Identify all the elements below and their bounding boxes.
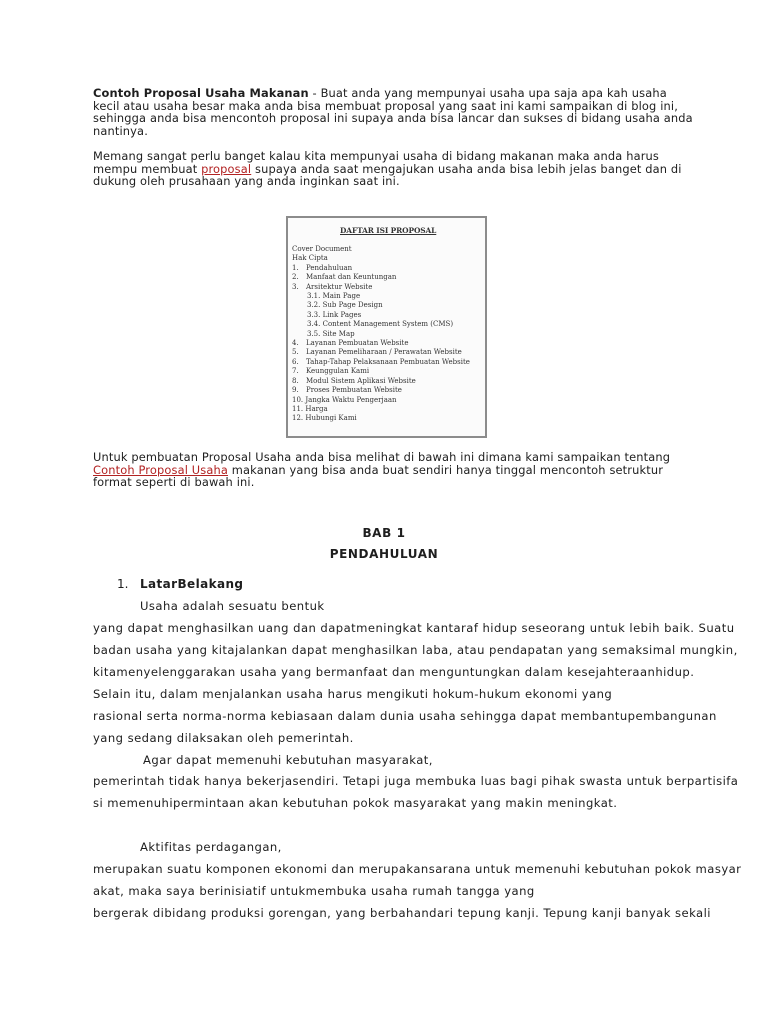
toc-item [292,367,470,376]
toc-item-label: 3.1. Main Page [307,292,361,301]
toc-item [292,396,470,405]
toc-item-label: Proses Pembuatan Website [306,386,402,395]
toc-item-label: Manfaat dan Keuntungan [306,273,397,282]
toc-item-number: 4. [292,339,299,348]
body-line: akat, maka saya berinisiatif untukmembuka usaha rumah tangga yang [93,884,535,898]
toc-item [292,245,470,254]
toc-item [292,301,470,310]
toc-item-label: 3.2. Sub Page Design [307,301,383,310]
toc-item-label: 10. Jangka Waktu Pengerjaan [292,395,397,404]
body-line: kitamenyelenggarakan usaha yang bermanfaat dan menguntungkan dalam kesejahteraanhidup. [93,665,695,679]
body-line: yang dapat menghasilkan uang dan dapatmeningkat kantaraf hidup seseorang untuk lebih baik. Suatu [93,621,735,635]
chapter-number: BAB 1 [362,526,406,540]
toc-item-number: 7. [292,367,299,376]
toc-item-label: Arsitektur Website [306,282,373,291]
toc-item-number: 2. [292,273,299,282]
toc-item [292,348,470,357]
toc-item-label: 11. Harga [292,404,328,413]
body-line: merupakan suatu komponen ekonomi dan merupakansarana untuk memenuhi kebutuhan pokok masyar [93,862,742,876]
intro-paragraph-1 [93,87,693,137]
body-line: bergerak dibidang produksi gorengan, yang berbahandari tepung kanji. Tepung kanji banyak sekali [93,906,711,920]
body-line: si memenuhipermintaan akan kebutuhan pokok masyarakat yang makin meningkat. [93,796,618,810]
intro-para3-text-after: makanan yang bisa anda buat sendiri hanya tinggal mencontoh setruktur format seperti di bawah ini. [93,462,664,490]
toc-item [292,254,470,263]
toc-item-number: 3. [292,282,299,291]
toc-item-label: Layanan Pembuatan Website [306,339,409,348]
toc-item [292,377,470,386]
toc-item-number: 5. [292,348,299,357]
body-line: badan usaha yang kitajalankan dapat menghasilkan laba, atau pendapatan yang semaksimal mungkin, [93,643,738,657]
body-line: Agar dapat memenuhi kebutuhan masyarakat, [143,753,433,767]
toc-item-number: 1. [292,263,299,272]
toc-item [292,358,470,367]
toc-title: DAFTAR ISI PROPOSAL [340,226,437,235]
section-title: LatarBelakang [140,577,244,591]
contoh-proposal-usaha-link[interactable]: Contoh Proposal Usaha [93,462,228,477]
toc-item-label: Tahap-Tahap Pelaksanaan Pembuatan Website [306,357,470,366]
body-line: Usaha adalah sesuatu bentuk [140,599,325,613]
toc-item-number: 6. [292,357,299,366]
toc-item-label: Pendahuluan [306,263,353,272]
toc-item [292,386,470,395]
toc-item [292,405,470,414]
intro-para1-text: - Buat anda yang mempunyai usaha upa saja apa kah usaha kecil atau usaha besar maka anda bisa membuat proposal yang saat ini kami sampaikan di blog ini, sehingga anda bisa mencontoh proposal ini supaya anda bisa lancar dan sukses di bidang usaha anda nantinya. [93,86,693,138]
toc-item [292,283,470,292]
toc-item [292,273,470,282]
body-line: Selain itu, dalam menjalankan usaha harus mengikuti hokum-hukum ekonomi yang [93,687,613,701]
toc-item-label: 12. Hubungi Kami [292,414,357,423]
toc-item [292,264,470,273]
toc-item-label: Keunggulan Kami [306,367,370,376]
toc-item [292,311,470,320]
toc-item [292,330,470,339]
intro-title: Contoh Proposal Usaha Makanan [93,86,309,100]
toc-item-label: 3.4. Content Management System (CMS) [307,320,454,329]
toc-item-number: 9. [292,386,299,395]
toc-item-label: Layanan Pemeliharaan / Perawatan Website [306,348,462,357]
toc-item [292,414,470,423]
intro-para2-text-after: supaya anda saat mengajukan usaha anda bisa lebih jelas banget dan di dukung oleh prusahaan yang anda inginkan saat ini. [93,161,682,189]
body-line: Aktifitas perdagangan, [140,840,282,854]
body-line: pemerintah tidak hanya bekerjasendiri. Tetapi juga membuka luas bagi pihak swasta untuk berpartisifa [93,774,739,788]
toc-item-label: Modul Sistem Aplikasi Website [306,376,416,385]
toc-item-label: 3.3. Link Pages [307,310,362,319]
toc-item [292,320,470,329]
intro-para2-text-before: Memang sangat perlu banget kalau kita mempunyai usaha di bidang makanan maka anda harus mempu membuat [93,149,659,176]
section-number: 1. [117,577,129,591]
toc-item-label: Cover Document [292,245,352,253]
toc-item [292,292,470,301]
toc-item-label: 3.5. Site Map [307,329,355,338]
toc-list [292,245,470,424]
proposal-link[interactable]: proposal [201,161,252,176]
toc-image [286,216,487,438]
intro-paragraph-3 [93,451,693,489]
body-line: yang sedang dilaksakan oleh pemerintah. [93,731,354,745]
chapter-title: PENDAHULUAN [329,547,439,561]
toc-item [292,339,470,348]
intro-paragraph-2 [93,150,693,188]
body-line: rasional serta norma-norma kebiasaan dalam dunia usaha sehingga dapat membantupembangunan [93,709,717,723]
toc-item-number: 8. [292,376,299,385]
intro-para3-text-before: Untuk pembuatan Proposal Usaha anda bisa melihat di bawah ini dimana kami sampaikan tentang [93,450,671,464]
toc-item-label: Hak Cipta [292,254,328,263]
